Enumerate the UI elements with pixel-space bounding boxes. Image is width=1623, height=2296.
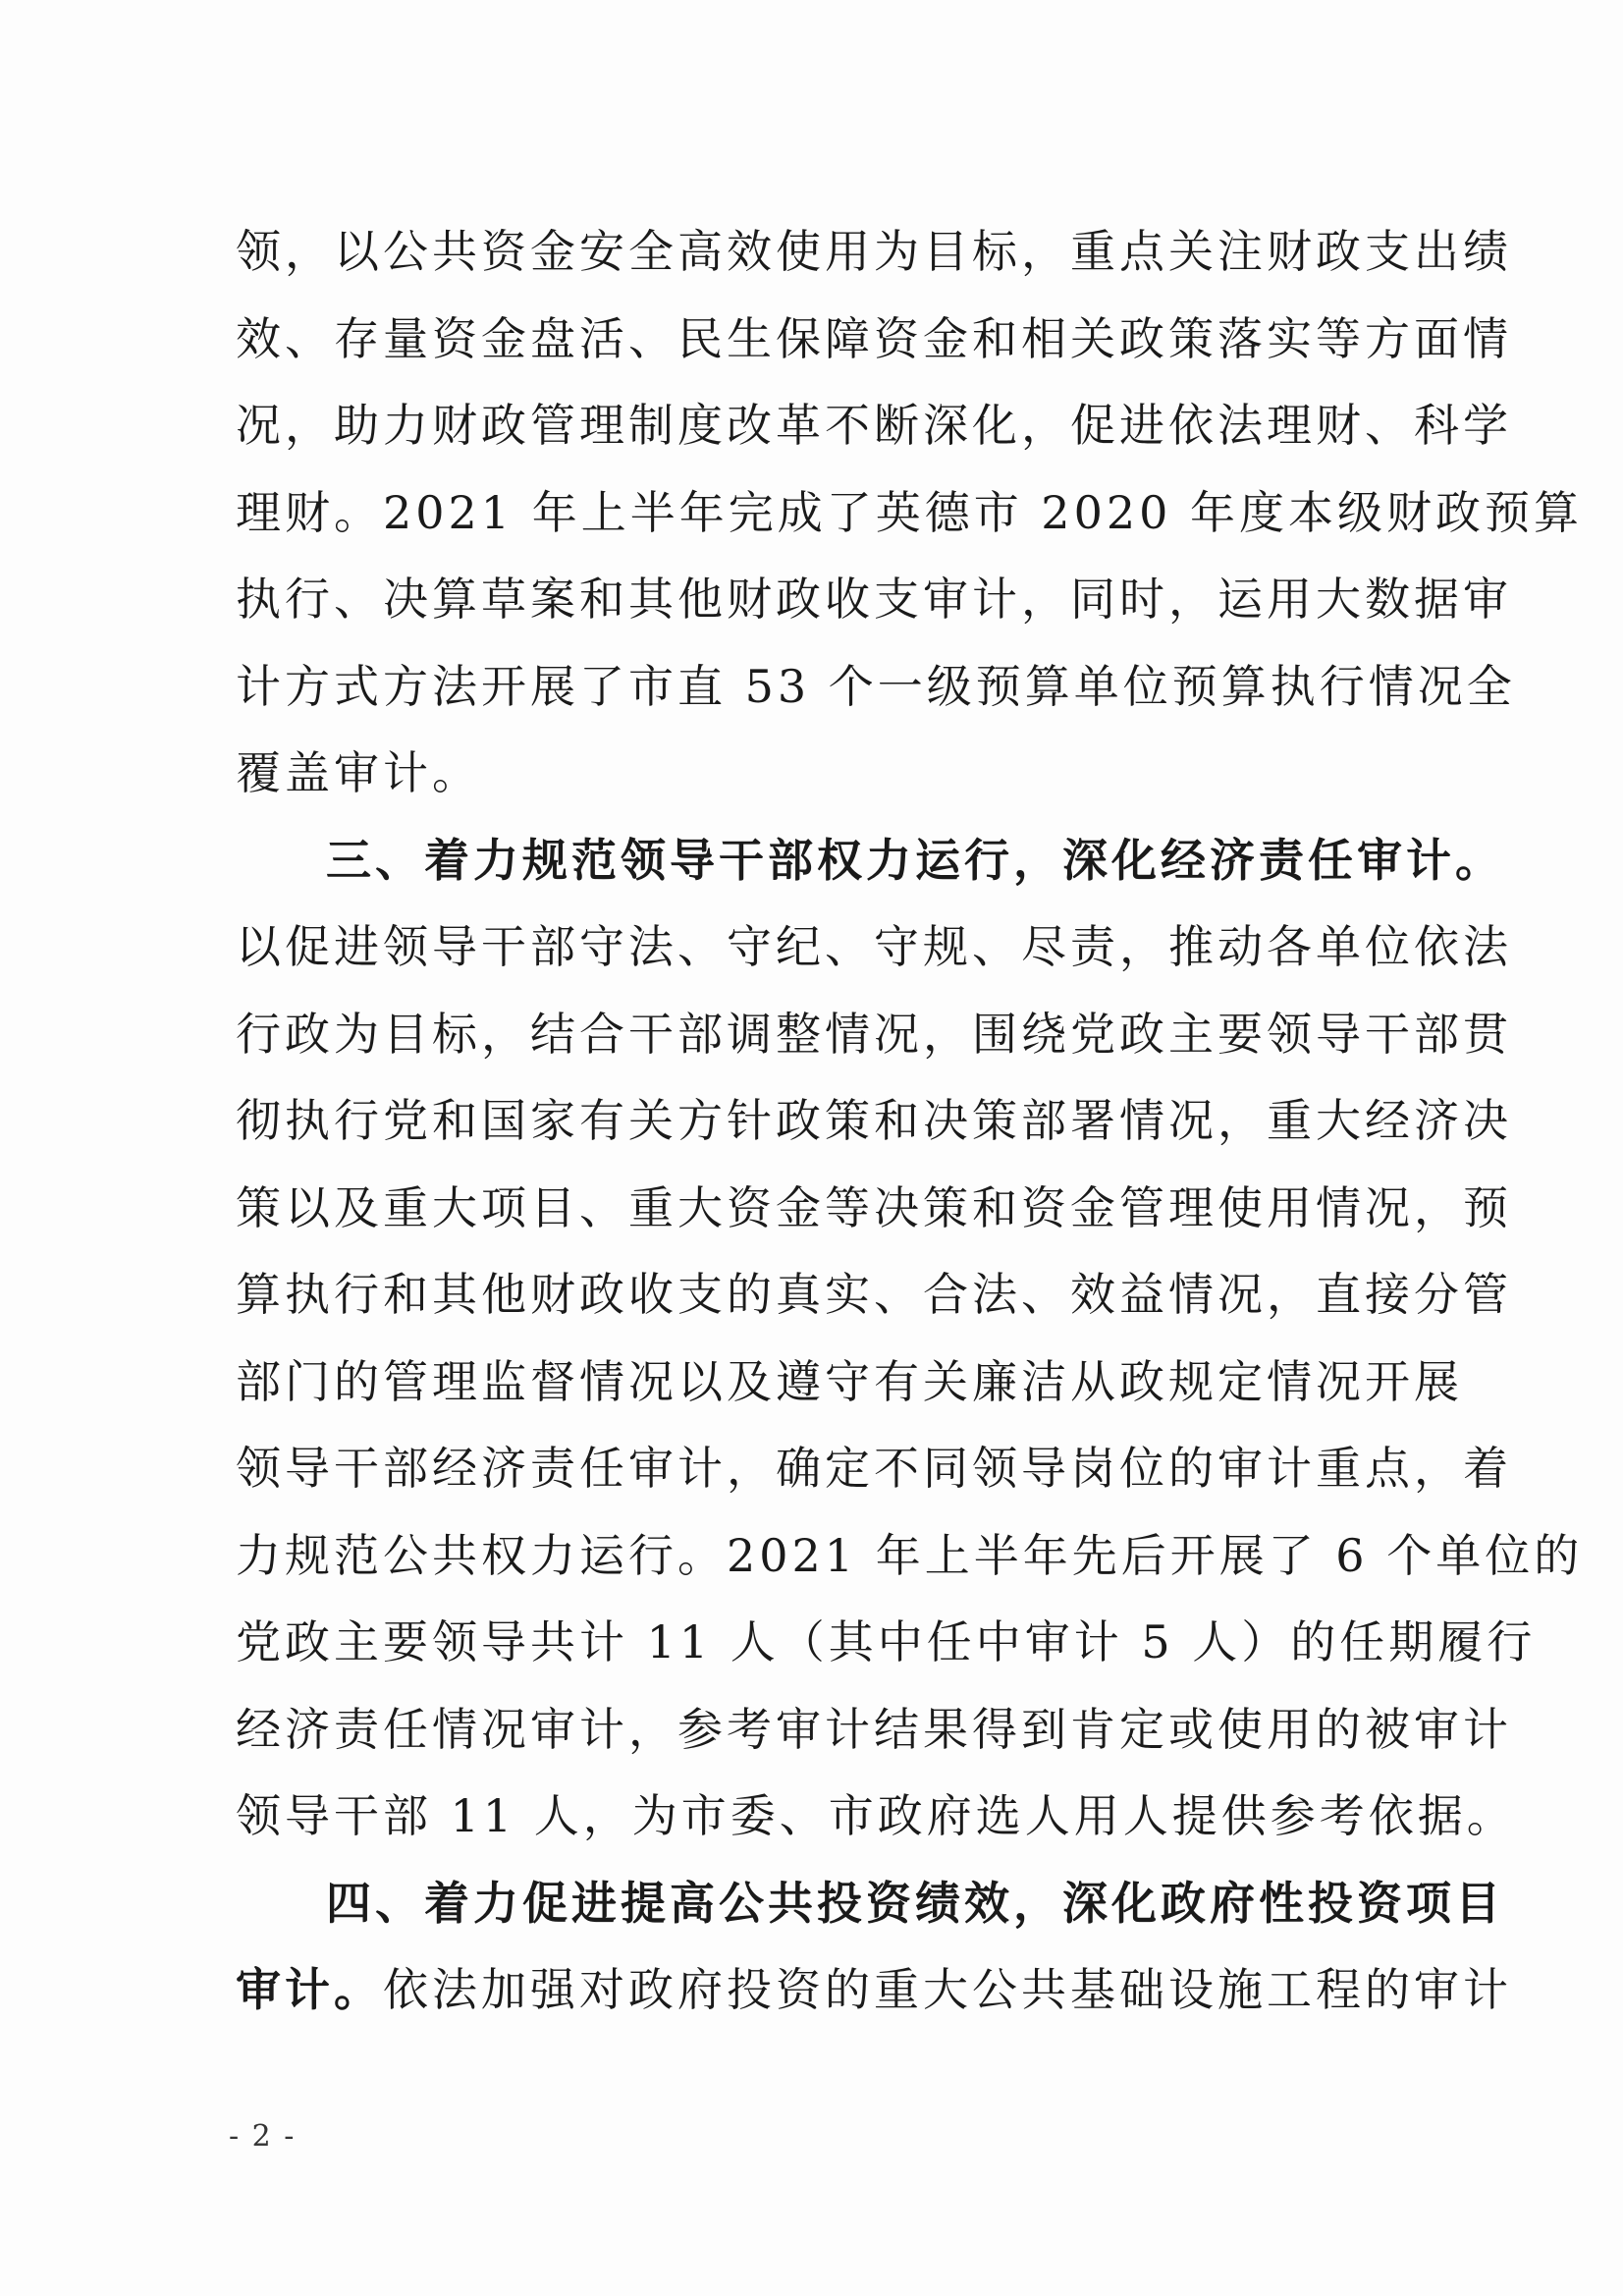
section-heading-4: 四、着力促进提高公共投资绩效，深化政府性投资项目: [326, 1876, 1504, 1930]
paragraph-line: 行政为目标，结合干部调整情况，围绕党政主要领导干部贯: [236, 1007, 1512, 1061]
section-heading-3: 三、着力规范领导干部权力运行，深化经济责任审计。: [326, 833, 1504, 887]
paragraph-line: 计方式方法开展了市直 53 个一级预算单位预算执行情况全: [236, 659, 1516, 713]
paragraph-line: 理财。2021 年上半年完成了英德市 2020 年度本级财政预算: [236, 485, 1583, 539]
paragraph-line: 效、存量资金盘活、民生保障资金和相关政策落实等方面情: [236, 311, 1512, 365]
paragraph-line: 策以及重大项目、重大资金等决策和资金管理使用情况，预: [236, 1180, 1512, 1234]
paragraph-line: 覆盖审计。: [236, 746, 481, 799]
paragraph-line: 部门的管理监督情况以及遵守有关廉洁从政规定情况开展: [236, 1354, 1463, 1408]
paragraph-line: 领导干部经济责任审计，确定不同领导岗位的审计重点，着: [236, 1442, 1512, 1495]
paragraph-line: 领，以公共资金安全高效使用为目标，重点关注财政支出绩: [236, 225, 1512, 278]
paragraph-line: 力规范公共权力运行。2021 年上半年先后开展了 6 个单位的: [236, 1528, 1584, 1582]
section-heading-4-end: 审计。: [236, 1963, 383, 2016]
paragraph-line: 彻执行党和国家有关方针政策和决策部署情况，重大经济决: [236, 1094, 1512, 1147]
paragraph-line: 算执行和其他财政收支的真实、合法、效益情况，直接分管: [236, 1268, 1512, 1321]
section-4-line-2: [236, 1946, 1512, 2034]
body-text: [236, 208, 1584, 2034]
paragraph-line: 党政主要领导共计 11 人（其中任中审计 5 人）的任期履行: [236, 1615, 1537, 1668]
paragraph-line: 执行、决算草案和其他财政收支审计，同时，运用大数据审: [236, 573, 1512, 626]
paragraph-line: 经济责任情况审计，参考审计结果得到肯定或使用的被审计: [236, 1702, 1512, 1756]
paragraph-text: 依法加强对政府投资的重大公共基础设施工程的审计: [383, 1963, 1512, 2016]
page-number: - 2 -: [229, 2119, 297, 2154]
paragraph-line: 况，助力财政管理制度改革不断深化，促进依法理财、科学: [236, 399, 1512, 452]
paragraph-line: 以促进领导干部守法、守纪、守规、尽责，推动各单位依法: [236, 920, 1512, 973]
paragraph-line: 领导干部 11 人，为市委、市政府选人用人提供参考依据。: [236, 1789, 1516, 1842]
